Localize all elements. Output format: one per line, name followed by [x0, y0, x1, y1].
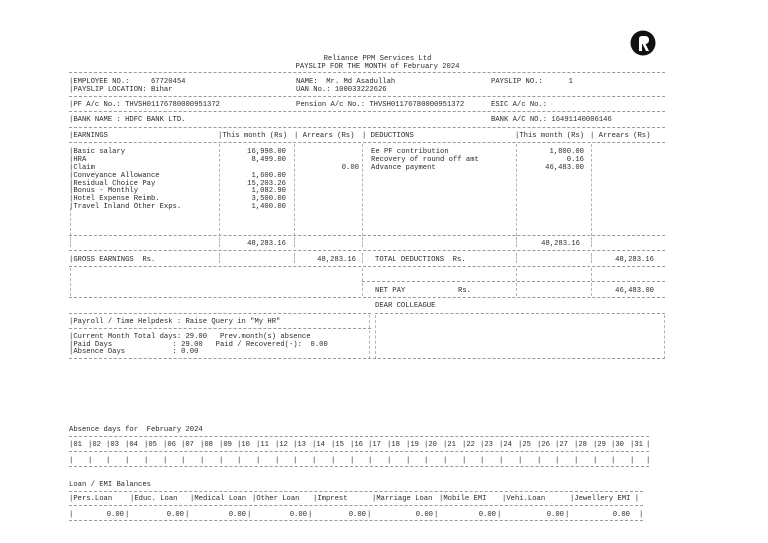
absence-day-cell: |	[424, 457, 429, 465]
column-separator	[70, 237, 71, 247]
absence-day-label: |09	[219, 441, 232, 449]
absence-day-cell: |	[462, 457, 467, 465]
loan-cell-separator: |	[367, 511, 372, 519]
column-separator	[591, 144, 592, 236]
absence-day-label: |04	[125, 441, 138, 449]
deductions-subtotal: 48,283.16	[541, 240, 580, 248]
earning-label: |Conveyance Allowance	[69, 172, 160, 180]
loan-value: 0.00	[415, 511, 433, 519]
divider	[69, 111, 665, 112]
loan-value: 0.00	[612, 511, 630, 519]
column-separator	[591, 268, 592, 296]
absence-day-label: |15	[331, 441, 344, 449]
absence-day-label: |17	[368, 441, 381, 449]
earning-amount: 15,203.26	[247, 180, 286, 188]
absence-day-cell: |	[387, 457, 392, 465]
loan-cell-separator: |	[185, 511, 190, 519]
absence-day-cell: |	[593, 457, 598, 465]
absence-day-cell: |	[237, 457, 242, 465]
payslip-location: |PAYSLIP LOCATION: Bihar	[69, 86, 173, 94]
absence-day-cell: |	[106, 457, 111, 465]
column-separator	[294, 253, 295, 263]
column-separator	[362, 253, 363, 263]
loan-header: |Jewellery EMI |	[570, 495, 640, 503]
earning-label: |Claim	[69, 164, 95, 172]
absence-day-cell: |	[537, 457, 542, 465]
absence-day-label: |03	[106, 441, 119, 449]
deductions-arrears-header: | Arrears (Rs)	[590, 132, 651, 140]
absence-day-cell: |	[518, 457, 523, 465]
divider	[69, 436, 649, 437]
deduction-label: Ee PF contribution	[371, 148, 449, 156]
absence-day-label: |06	[163, 441, 176, 449]
absence-day-cell: |	[293, 457, 298, 465]
pf-account: |PF A/c No.: THVSH01176780000951372	[69, 101, 220, 109]
earning-label: |Hotel Expense Reimb.	[69, 195, 160, 203]
column-separator	[70, 208, 71, 236]
earning-amount: 1,600.00	[251, 172, 286, 180]
deductions-this-month-header: |This month (Rs)	[515, 132, 585, 140]
absence-title: Absence days for February 2024	[69, 426, 203, 434]
absence-day-label: |16	[350, 441, 363, 449]
column-separator	[294, 237, 295, 247]
absence-day-label: |11	[256, 441, 269, 449]
loan-value: 0.00	[348, 511, 366, 519]
absence-day-cell: |	[88, 457, 93, 465]
column-separator	[664, 315, 665, 359]
loan-cell-separator: |	[497, 511, 502, 519]
loan-header: |Medical Loan	[190, 495, 247, 503]
absence-day-label: |22	[462, 441, 475, 449]
deduction-amount: 46,483.00	[545, 164, 584, 172]
earning-amount: 1,082.90	[251, 187, 286, 195]
absence-day-cell: |	[181, 457, 186, 465]
total-days-line: |Current Month Total days: 29.00 Prev.month(s) absence	[69, 333, 311, 341]
absence-day-cell: |	[125, 457, 130, 465]
column-separator	[375, 315, 376, 359]
paid-days-line: |Paid Days : 29.00 Paid / Recovered(-): 0.00	[69, 341, 328, 349]
column-separator	[591, 237, 592, 247]
loan-value: 0.00	[166, 511, 184, 519]
esic-account: ESIC A/c No.:	[491, 101, 548, 109]
earnings-header: |EARNINGS	[69, 132, 108, 140]
loan-value: 0.00	[228, 511, 246, 519]
absence-day-label: |21	[443, 441, 456, 449]
absence-day-label: |19	[406, 441, 419, 449]
absence-day-cell: |	[256, 457, 261, 465]
divider	[69, 328, 371, 329]
absence-day-label: |31	[630, 441, 643, 449]
deduction-label: Advance payment	[371, 164, 436, 172]
absence-day-label: |08	[200, 441, 213, 449]
absence-day-cell: |	[630, 457, 635, 465]
column-separator	[70, 268, 71, 296]
divider	[362, 281, 665, 282]
bank-name: |BANK NAME : HDFC BANK LTD.	[69, 116, 186, 124]
earning-arrears: 0.00	[341, 164, 359, 172]
absence-day-cell: |	[312, 457, 317, 465]
column-separator	[369, 315, 370, 359]
pension-account: Pension A/c No.: THVSH01176780000951372	[296, 101, 465, 109]
absence-day-cell: |	[574, 457, 579, 465]
absence-day-label: |26	[537, 441, 550, 449]
column-separator	[516, 237, 517, 247]
absence-day-label: |30	[611, 441, 624, 449]
net-pay-currency: Rs.	[458, 287, 471, 295]
absence-day-cell: |	[69, 457, 74, 465]
divider	[375, 313, 665, 314]
absence-day-cell: |	[406, 457, 411, 465]
divider	[69, 250, 665, 251]
absence-day-label: |24	[499, 441, 512, 449]
loan-value: 0.00	[478, 511, 496, 519]
company-name: Reliance PPM Services Ltd	[323, 55, 432, 63]
divider	[69, 72, 665, 73]
loan-value: 0.00	[106, 511, 124, 519]
payslip-title: PAYSLIP FOR THE MONTH of February 2024	[295, 63, 460, 71]
column-separator	[362, 144, 363, 236]
absence-day-cell: |	[443, 457, 448, 465]
deduction-amount: 1,800.00	[549, 148, 584, 156]
helpdesk-text: |Payroll / Time Helpdesk : Raise Query in "My HR"	[69, 318, 281, 326]
absence-day-cell: |	[331, 457, 336, 465]
divider	[69, 127, 665, 128]
earning-label: |Residual Choice Pay	[69, 180, 156, 188]
column-separator	[219, 237, 220, 247]
earning-amount: 8,499.00	[251, 156, 286, 164]
absence-day-label: |02	[88, 441, 101, 449]
loan-value: 0.00	[289, 511, 307, 519]
earning-label: |Travel Inland Other Exps.	[69, 203, 182, 211]
column-separator	[516, 253, 517, 263]
loan-header: |Mobile EMI	[439, 495, 487, 503]
divider	[69, 451, 649, 452]
uan-number: UAN No.: 100033222626	[296, 86, 387, 94]
column-separator	[516, 268, 517, 296]
absence-row-end: |	[646, 441, 651, 449]
absence-day-label: |01	[69, 441, 82, 449]
arrears-header: | Arrears (Rs)	[294, 132, 355, 140]
divider	[69, 235, 665, 236]
divider	[69, 466, 649, 467]
divider	[69, 505, 643, 506]
loan-header: |Imprest	[313, 495, 348, 503]
net-pay-label: NET PAY	[375, 287, 406, 295]
column-separator	[294, 144, 295, 236]
gross-earnings-label: |GROSS EARNINGS Rs.	[69, 256, 156, 264]
column-separator	[516, 144, 517, 236]
this-month-header: |This month (Rs)	[218, 132, 288, 140]
loan-header: |Educ. Loan	[130, 495, 178, 503]
divider	[69, 142, 665, 143]
absence-day-label: |27	[555, 441, 568, 449]
absence-day-cell: |	[200, 457, 205, 465]
absence-day-cell: |	[350, 457, 355, 465]
earning-label: |Bonus - Monthly	[69, 187, 139, 195]
loan-header: |Vehi.Loan	[502, 495, 546, 503]
loan-cell-separator: |	[247, 511, 252, 519]
absence-day-cell: |	[275, 457, 280, 465]
absence-day-cell: |	[144, 457, 149, 465]
divider	[69, 96, 665, 97]
deduction-amount: 0.16	[566, 156, 584, 164]
absence-day-cell: |	[499, 457, 504, 465]
loan-header: |Marriage Loan	[372, 495, 433, 503]
divider	[69, 491, 643, 492]
dear-colleague-note: DEAR COLLEAGUE	[375, 302, 436, 310]
column-separator	[591, 253, 592, 263]
deduction-label: Recovery of round off amt	[371, 156, 479, 164]
absence-day-cell: |	[219, 457, 224, 465]
total-deductions-label: TOTAL DEDUCTIONS Rs.	[375, 256, 466, 264]
absence-day-label: |05	[144, 441, 157, 449]
absence-days-line: |Absence Days : 0.00	[69, 348, 199, 356]
absence-day-label: |12	[275, 441, 288, 449]
earning-amount: 3,500.00	[251, 195, 286, 203]
loan-cell-separator: |	[639, 511, 644, 519]
column-separator	[362, 268, 363, 296]
loan-title: Loan / EMI Balances	[69, 481, 151, 489]
column-separator	[219, 253, 220, 263]
gross-earnings-value: 48,283.16	[317, 256, 356, 264]
earnings-subtotal: 48,283.16	[247, 240, 286, 248]
deductions-header: | DEDUCTIONS	[362, 132, 414, 140]
earning-amount: 1,400.00	[251, 203, 286, 211]
absence-day-label: |14	[312, 441, 325, 449]
column-separator	[362, 237, 363, 247]
absence-day-cell: |	[555, 457, 560, 465]
loan-row-start: |	[69, 511, 74, 519]
loan-cell-separator: |	[565, 511, 570, 519]
absence-day-label: |29	[593, 441, 606, 449]
absence-day-label: |18	[387, 441, 400, 449]
payslip-number: PAYSLIP NO.: 1	[491, 78, 573, 86]
loan-header: |Pers.Loan	[69, 495, 113, 503]
absence-day-cell: |	[163, 457, 168, 465]
absence-day-label: |10	[237, 441, 250, 449]
net-pay-value: 46,483.00	[615, 287, 654, 295]
divider	[69, 520, 643, 521]
loan-cell-separator: |	[434, 511, 439, 519]
earning-amount: 16,998.00	[247, 148, 286, 156]
absence-day-label: |28	[574, 441, 587, 449]
loan-cell-separator: |	[308, 511, 313, 519]
divider	[69, 266, 665, 267]
divider	[69, 313, 371, 314]
employee-number: |EMPLOYEE NO.: 67720454	[69, 78, 186, 86]
absence-day-label: |20	[424, 441, 437, 449]
company-logo-icon	[630, 30, 656, 56]
earning-label: |HRA	[69, 156, 87, 164]
absence-day-cell: |	[368, 457, 373, 465]
absence-day-cell: |	[480, 457, 485, 465]
total-deductions-value: 48,283.16	[615, 256, 654, 264]
absence-row-end: |	[646, 457, 651, 465]
loan-value: 0.00	[546, 511, 564, 519]
divider	[69, 297, 665, 298]
divider	[69, 358, 665, 359]
loan-cell-separator: |	[125, 511, 130, 519]
earning-label: |Basic salary	[69, 148, 126, 156]
employee-name: NAME: Mr. Md Asadullah	[296, 78, 396, 86]
absence-day-cell: |	[611, 457, 616, 465]
absence-day-label: |13	[293, 441, 306, 449]
loan-header: |Other Loan	[252, 495, 300, 503]
absence-day-label: |23	[480, 441, 493, 449]
column-separator	[219, 144, 220, 236]
absence-day-label: |25	[518, 441, 531, 449]
bank-account: BANK A/C NO.: 16491140006146	[491, 116, 612, 124]
absence-day-label: |07	[181, 441, 194, 449]
